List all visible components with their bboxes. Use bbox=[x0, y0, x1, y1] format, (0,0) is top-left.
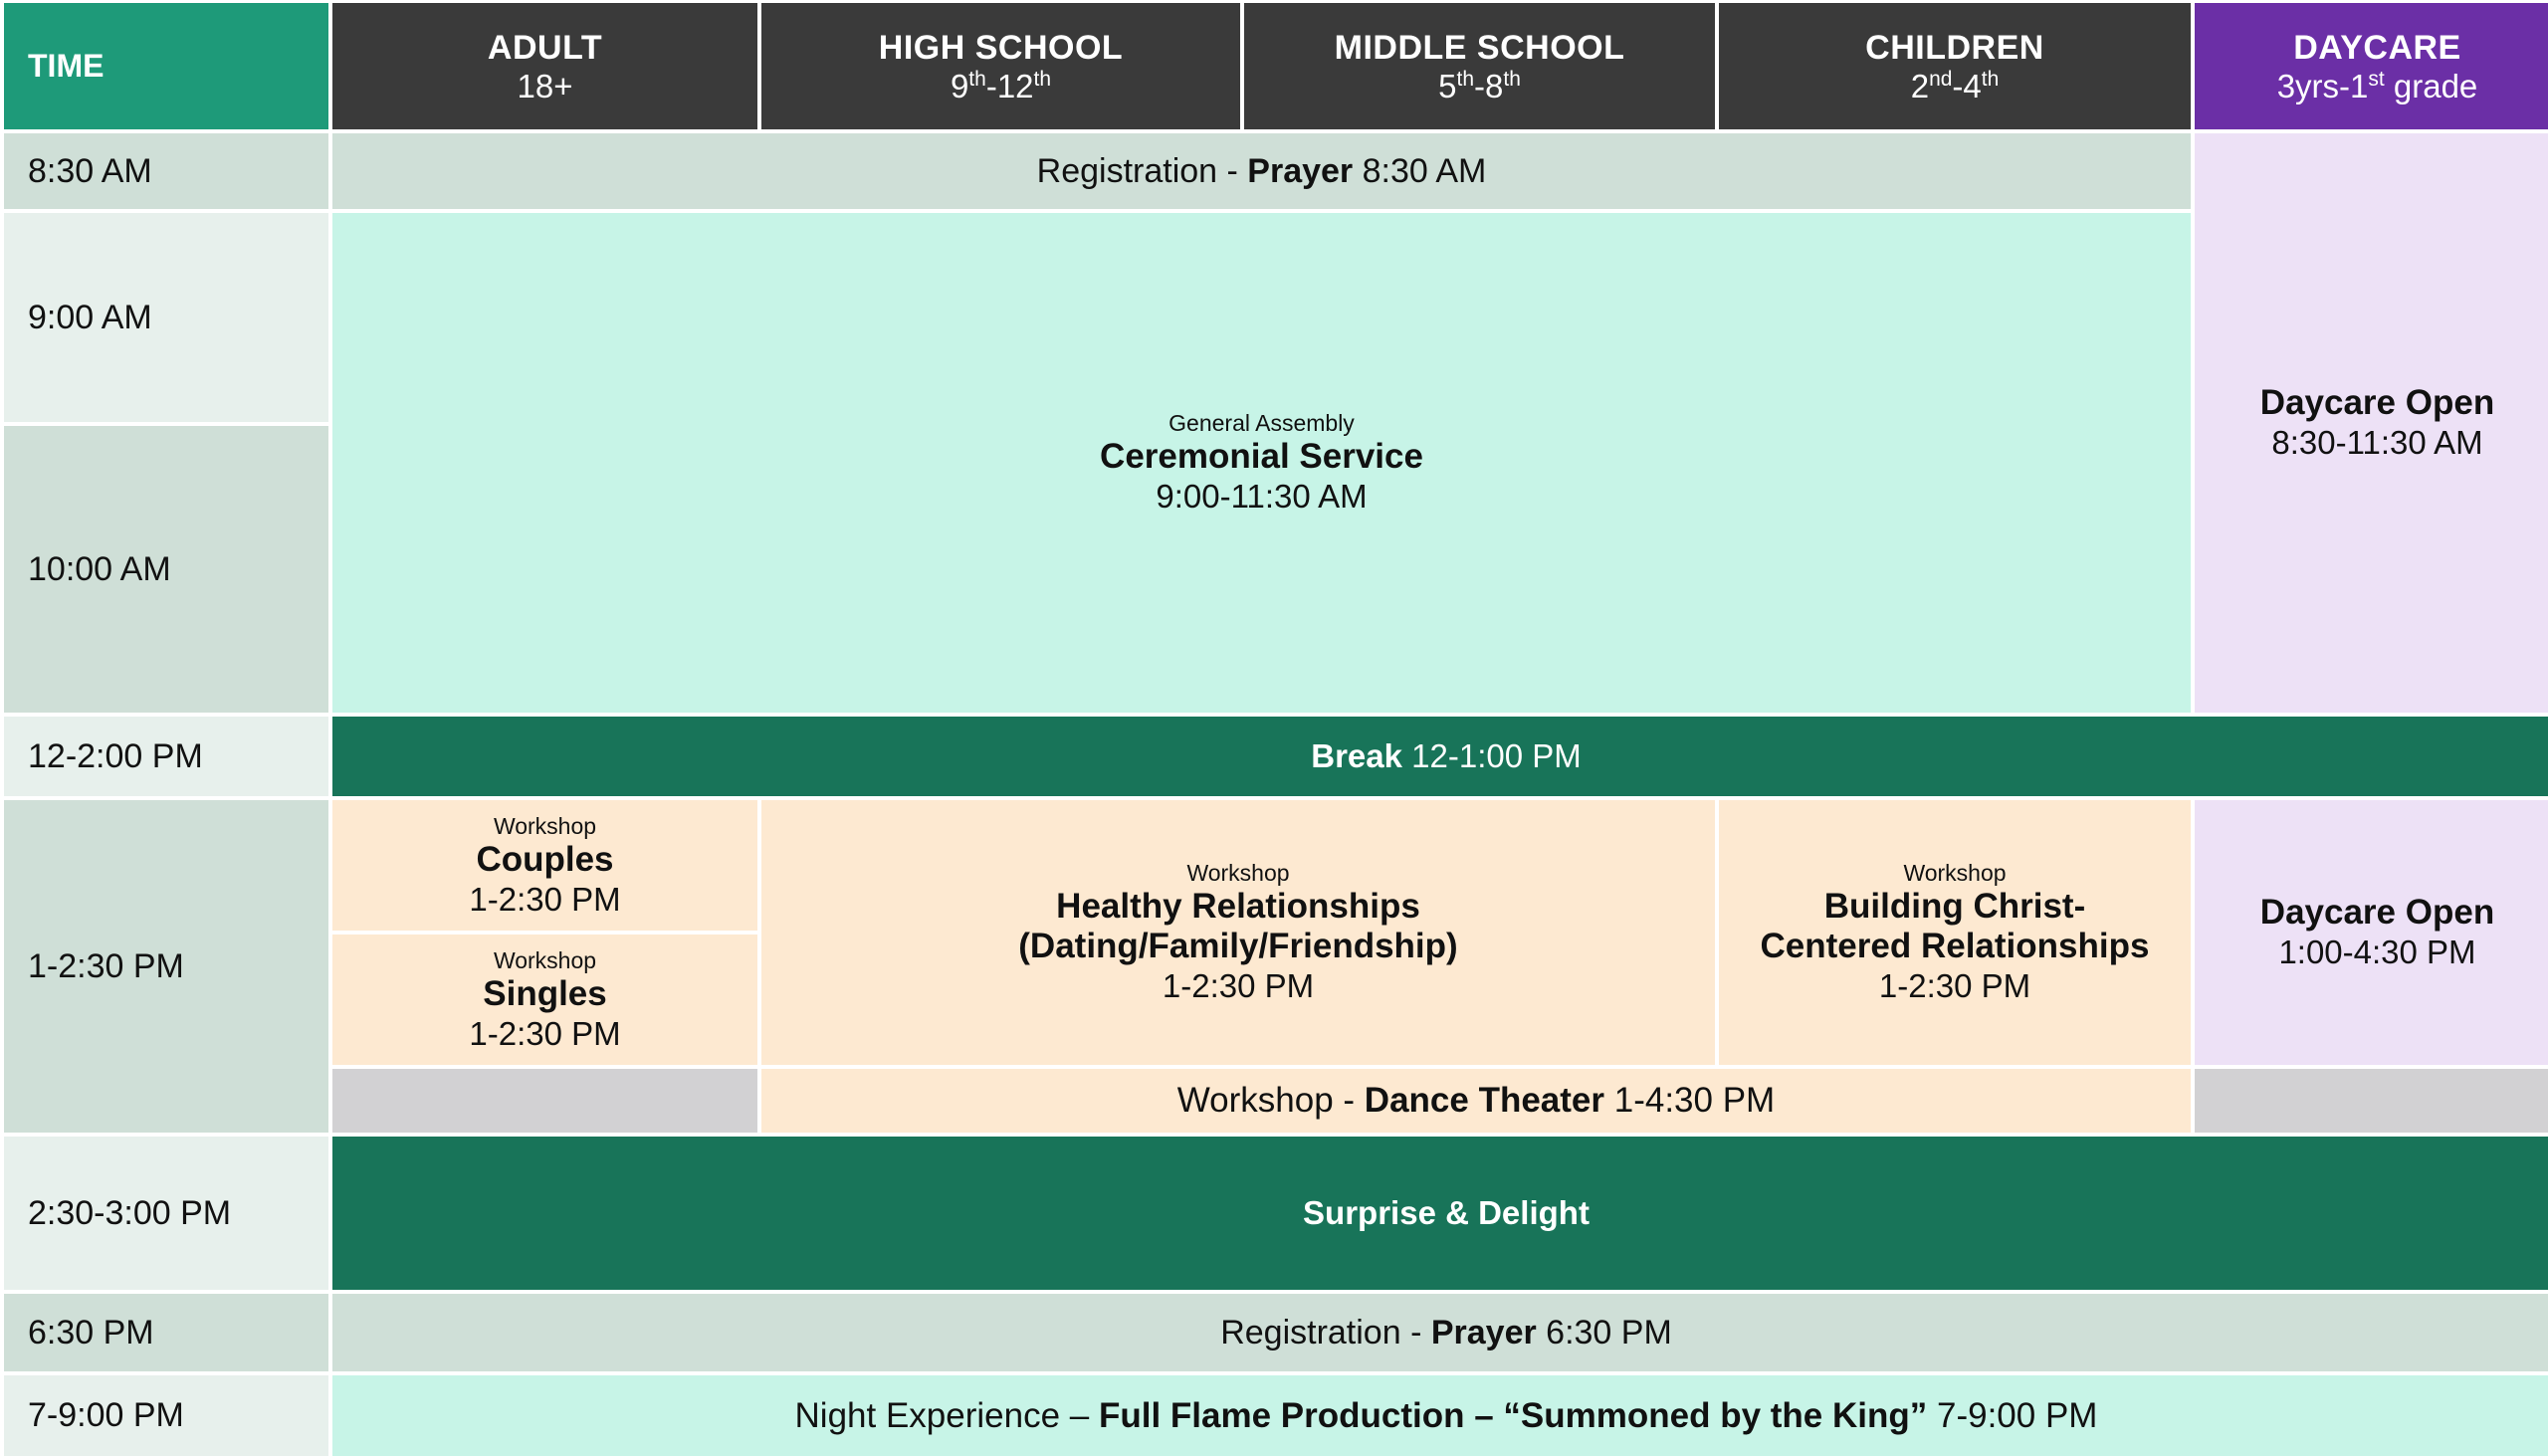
header-adult-sub: 18+ bbox=[517, 67, 573, 104]
assembly-title: Ceremonial Service bbox=[1100, 437, 1423, 476]
daycare-pm-time: 1:00-4:30 PM bbox=[2278, 934, 2476, 970]
daycare-open-am bbox=[2195, 133, 2548, 713]
workshop-couples bbox=[332, 800, 757, 931]
time-slot: 1-2:30 PM bbox=[4, 800, 328, 1133]
singles-time: 1-2:30 PM bbox=[469, 1014, 621, 1052]
building-title-2: Centered Relationships bbox=[1760, 927, 2150, 965]
workshop-singles bbox=[332, 935, 757, 1065]
healthy-title-1: Healthy Relationships bbox=[1056, 887, 1420, 926]
couples-title: Couples bbox=[476, 839, 614, 879]
header-high-school bbox=[761, 3, 1240, 129]
singles-label: Workshop bbox=[493, 946, 597, 973]
header-high-school-sub: 9th-12th bbox=[950, 67, 1052, 104]
healthy-title-2: (Dating/Family/Friendship) bbox=[1018, 927, 1458, 965]
surprise-title: Surprise & Delight bbox=[1303, 1194, 1590, 1231]
header-children-title: CHILDREN bbox=[1865, 28, 2044, 67]
time-slot: 9:00 AM bbox=[4, 213, 328, 422]
building-time: 1-2:30 PM bbox=[1878, 967, 2031, 1004]
header-high-school-title: HIGH SCHOOL bbox=[878, 28, 1124, 67]
time-slot: 8:30 AM bbox=[4, 133, 328, 209]
healthy-time: 1-2:30 PM bbox=[1162, 967, 1315, 1004]
time-slot: 6:30 PM bbox=[4, 1294, 328, 1371]
header-middle-school-sub: 5th-8th bbox=[1438, 67, 1521, 104]
header-adult-title: ADULT bbox=[487, 28, 603, 67]
couples-label: Workshop bbox=[493, 812, 597, 839]
night-experience: Night Experience – Full Flame Production – “Summoned by the King” 7-9:00 PM bbox=[332, 1375, 2548, 1456]
assembly-label: General Assembly bbox=[1168, 410, 1355, 436]
header-time-label: TIME bbox=[28, 48, 105, 84]
header-middle-school bbox=[1244, 3, 1715, 129]
time-slot: 12-2:00 PM bbox=[4, 717, 328, 796]
building-title-1: Building Christ- bbox=[1823, 887, 2086, 926]
daycare-am-title: Daycare Open bbox=[2259, 383, 2495, 422]
daycare-open-pm bbox=[2195, 800, 2548, 1065]
registration-prayer-am: Registration - Prayer 8:30 AM bbox=[332, 133, 2191, 209]
header-time bbox=[4, 3, 328, 129]
time-slot: 7-9:00 PM bbox=[4, 1375, 328, 1456]
header-adult bbox=[332, 3, 757, 129]
building-label: Workshop bbox=[1903, 860, 2007, 886]
header-daycare-title: DAYCARE bbox=[2293, 28, 2461, 67]
assembly-time: 9:00-11:30 AM bbox=[1156, 478, 1368, 515]
time-slot: 2:30-3:00 PM bbox=[4, 1137, 328, 1290]
header-middle-school-title: MIDDLE SCHOOL bbox=[1334, 28, 1625, 67]
workshop-building-relationships bbox=[1719, 800, 2191, 1065]
general-assembly bbox=[332, 213, 2191, 713]
registration-prayer-pm: Registration - Prayer 6:30 PM bbox=[332, 1294, 2548, 1371]
workshop-healthy-relationships bbox=[761, 800, 1715, 1065]
daycare-pm-title: Daycare Open bbox=[2259, 893, 2495, 932]
header-daycare bbox=[2195, 3, 2548, 129]
singles-title: Singles bbox=[483, 973, 607, 1013]
empty-cell bbox=[2195, 1069, 2548, 1133]
healthy-label: Workshop bbox=[1186, 860, 1290, 886]
surprise-delight-block bbox=[332, 1137, 2548, 1290]
header-children-sub: 2nd-4th bbox=[1910, 67, 2000, 104]
header-children bbox=[1719, 3, 2191, 129]
time-slot: 10:00 AM bbox=[4, 426, 328, 713]
empty-cell bbox=[332, 1069, 757, 1133]
header-daycare-sub: 3yrs-1st grade bbox=[2276, 67, 2478, 104]
workshop-dance-theater: Workshop - Dance Theater 1-4:30 PM bbox=[761, 1069, 2191, 1133]
couples-time: 1-2:30 PM bbox=[469, 880, 621, 918]
break-block: Break 12-1:00 PM bbox=[332, 717, 2548, 796]
daycare-am-time: 8:30-11:30 AM bbox=[2271, 424, 2483, 461]
